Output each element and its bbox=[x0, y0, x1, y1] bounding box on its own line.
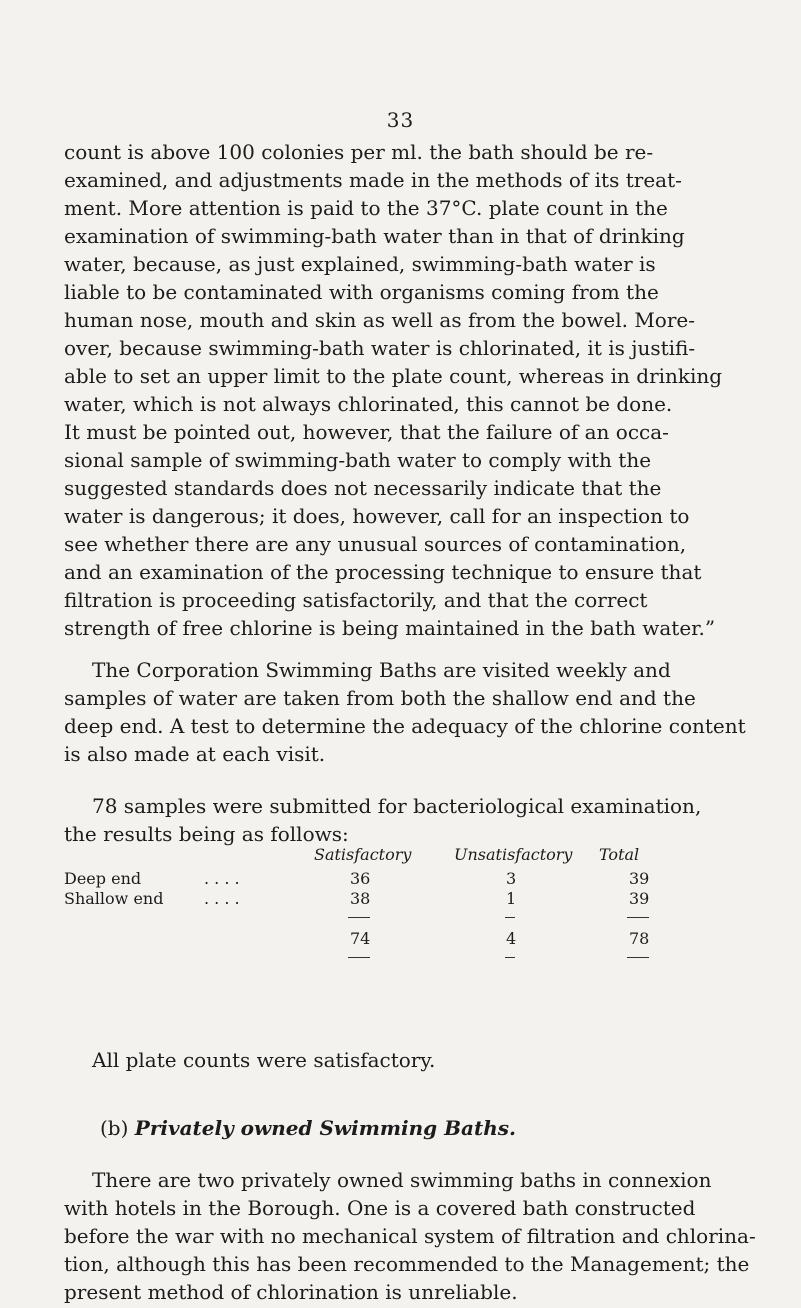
subtotal-rule bbox=[627, 917, 649, 918]
cell-unsatisfactory: 3 bbox=[506, 869, 517, 888]
header-satisfactory: Satisfactory bbox=[314, 845, 412, 864]
text-line: water, because, as just explained, swimming-bath water is bbox=[64, 252, 656, 276]
cell-satisfactory: 38 bbox=[350, 889, 371, 908]
text-line: count is above 100 colonies per ml. the bath should be re- bbox=[64, 140, 654, 164]
paragraph-plate-counts bbox=[64, 1046, 734, 1074]
text-line: The Corporation Swimming Baths are visited weekly and bbox=[92, 658, 671, 682]
text-line: over, because swimming-bath water is chlorinated, it is justifi- bbox=[64, 336, 696, 360]
text-line: and an examination of the processing technique to ensure that bbox=[64, 560, 702, 584]
paragraph-private-baths bbox=[64, 1166, 756, 1306]
text-line: examination of swimming-bath water than in that of drinking bbox=[64, 224, 685, 248]
text-line: There are two privately owned swimming baths in connexion bbox=[92, 1168, 712, 1192]
text-line: suggested standards does not necessarily indicate that the bbox=[64, 476, 662, 500]
total-satisfactory: 74 bbox=[350, 929, 371, 948]
text-line: sional sample of swimming-bath water to comply with the bbox=[64, 448, 652, 472]
text-line: water is dangerous; it does, however, call for an inspection to bbox=[64, 504, 690, 528]
total-total: 78 bbox=[629, 929, 650, 948]
text-line: present method of chlorination is unreliable. bbox=[64, 1280, 518, 1304]
cell-total: 39 bbox=[629, 869, 650, 888]
header-unsatisfactory: Unsatisfactory bbox=[454, 845, 573, 864]
header-total: Total bbox=[599, 845, 640, 864]
heading-title: Privately owned Swimming Baths. bbox=[134, 1116, 516, 1140]
text-line: liable to be contaminated with organisms coming from the bbox=[64, 280, 659, 304]
text-line: human nose, mouth and skin as well as from the bowel. More- bbox=[64, 308, 695, 332]
section-heading bbox=[100, 1116, 516, 1140]
text-line: before the war with no mechanical system of filtration and chlorina- bbox=[64, 1224, 756, 1248]
text-line: samples of water are taken from both the shallow end and the bbox=[64, 686, 696, 710]
total-rule bbox=[627, 957, 649, 958]
total-rule bbox=[505, 957, 515, 958]
text-line: water, which is not always chlorinated, this cannot be done. bbox=[64, 392, 673, 416]
text-line: examined, and adjustments made in the methods of its treat- bbox=[64, 168, 682, 192]
text-line: with hotels in the Borough. One is a covered bath constructed bbox=[64, 1196, 696, 1220]
paragraph-results-intro bbox=[64, 792, 734, 848]
text-line: able to set an upper limit to the plate count, whereas in drinking bbox=[64, 364, 723, 388]
row-label: Deep end bbox=[64, 869, 142, 888]
subtotal-rule bbox=[348, 917, 370, 918]
row-dots: . . . . bbox=[204, 889, 240, 908]
text-line: It must be pointed out, however, that the failure of an occa- bbox=[64, 420, 669, 444]
text-line: strength of free chlorine is being maintained in the bath water.” bbox=[64, 616, 716, 640]
text-line: the results being as follows: bbox=[64, 822, 349, 846]
text-line: is also made at each visit. bbox=[64, 742, 326, 766]
cell-total: 39 bbox=[629, 889, 650, 908]
text-line: 78 samples were submitted for bacteriological examination, bbox=[92, 794, 702, 818]
text-line: All plate counts were satisfactory. bbox=[92, 1048, 436, 1072]
page-number: 33 bbox=[386, 108, 415, 132]
row-dots: . . . . bbox=[204, 869, 240, 888]
text-line: deep end. A test to determine the adequacy of the chlorine content bbox=[64, 714, 746, 738]
total-unsatisfactory: 4 bbox=[506, 929, 517, 948]
text-line: see whether there are any unusual sources of contamination, bbox=[64, 532, 687, 556]
text-line: ment. More attention is paid to the 37°C. plate count in the bbox=[64, 196, 668, 220]
total-rule bbox=[348, 957, 370, 958]
subtotal-rule bbox=[505, 917, 515, 918]
cell-unsatisfactory: 1 bbox=[506, 889, 517, 908]
text-line: tion, although this has been recommended to the Management; the bbox=[64, 1252, 750, 1276]
row-label: Shallow end bbox=[64, 889, 164, 908]
cell-satisfactory: 36 bbox=[350, 869, 371, 888]
paragraph-corporation-baths bbox=[64, 656, 746, 768]
heading-prefix: (b) bbox=[100, 1116, 129, 1140]
paragraph-standards bbox=[64, 138, 734, 642]
text-line: filtration is proceeding satisfactorily, and that the correct bbox=[64, 588, 648, 612]
